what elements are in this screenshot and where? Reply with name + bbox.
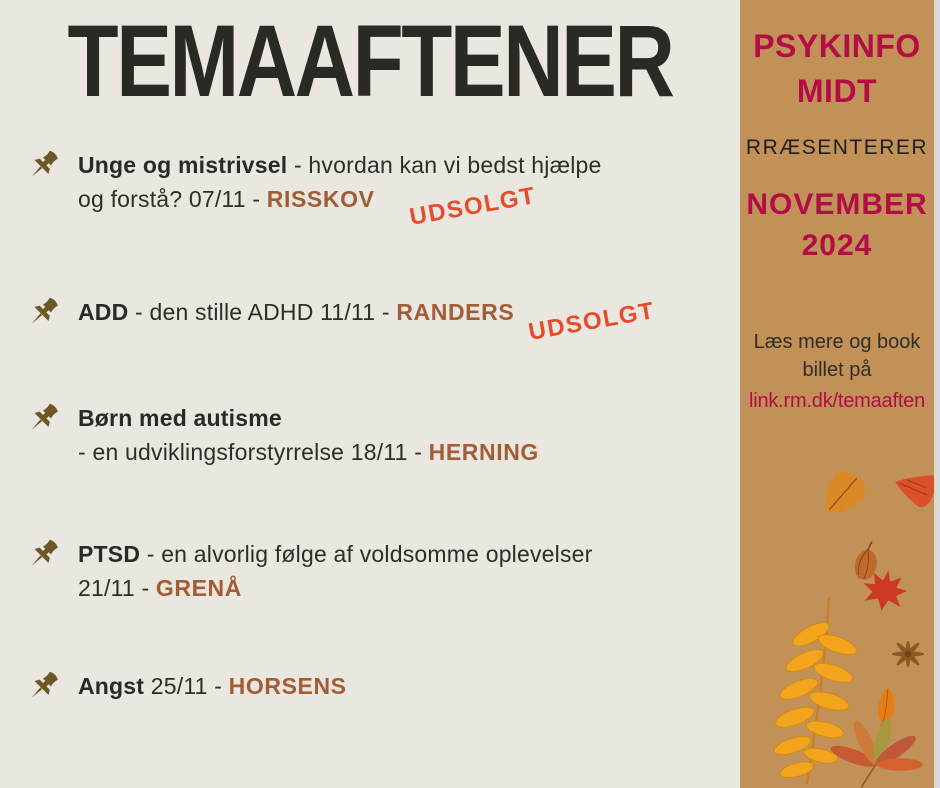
pushpin-icon xyxy=(26,401,62,437)
oak-leaf-icon xyxy=(816,463,879,521)
creeper-leaf-icon xyxy=(830,718,924,788)
red-leaf-icon xyxy=(892,474,934,514)
event-text xyxy=(78,401,539,469)
event-description: - den stille ADHD 11/11 - xyxy=(128,299,397,325)
event-line-2 xyxy=(78,571,593,605)
event-line-1 xyxy=(78,669,347,703)
event-description: - en alvorlig følge af voldsomme oplevelser xyxy=(140,541,593,567)
star-anise-icon xyxy=(889,639,927,671)
month-label xyxy=(740,184,934,266)
event-item-add xyxy=(26,295,658,346)
event-line-2 xyxy=(78,435,539,469)
event-city: GRENÅ xyxy=(155,575,242,601)
event-line-1 xyxy=(78,401,539,435)
pushpin-icon xyxy=(26,669,62,705)
event-line-1 xyxy=(78,148,602,182)
event-title: Unge og mistrivsel xyxy=(78,152,288,178)
maple-leaf-icon xyxy=(856,564,915,616)
event-line-1 xyxy=(78,295,658,346)
event-title: Børn med autisme xyxy=(78,405,282,431)
cta-line-1: Læs mere og book xyxy=(753,331,921,353)
pushpin-icon xyxy=(26,295,62,331)
event-item-boern-med-autisme xyxy=(26,401,539,469)
cta-line-2: billet på xyxy=(802,359,872,381)
pushpin-icon xyxy=(26,148,62,184)
event-text xyxy=(78,537,593,605)
event-text xyxy=(78,148,602,231)
brand-line-1: PSYKINFO xyxy=(753,28,921,64)
brand-line-2: MIDT xyxy=(796,73,878,109)
sold-out-stamp: UDSOLGT xyxy=(526,297,658,346)
event-item-angst xyxy=(26,669,347,705)
booking-link[interactable]: link.rm.dk/temaaften xyxy=(748,390,926,412)
event-title: ADD xyxy=(78,299,129,325)
event-city: HORSENS xyxy=(228,673,347,699)
event-description: - en udviklingsforstyrrelse 18/11 - xyxy=(78,439,429,465)
brand-title xyxy=(740,24,934,114)
pushpin-icon xyxy=(26,537,62,573)
month-line-1: NOVEMBER xyxy=(746,188,928,221)
poster-title: TEMAAFTENER xyxy=(67,4,673,118)
event-item-ptsd xyxy=(26,537,593,605)
event-text xyxy=(78,669,347,703)
sidebar xyxy=(740,0,934,788)
event-description: - hvordan kan vi bedst hjælpe xyxy=(287,152,602,178)
event-line-1 xyxy=(78,537,593,571)
page-edge xyxy=(934,0,940,788)
presents-label: RRÆSENTERER xyxy=(745,136,929,159)
event-city: RISSKOV xyxy=(266,186,375,212)
booking-info xyxy=(740,328,934,415)
event-line-2 xyxy=(78,182,602,231)
event-date: 25/11 - xyxy=(144,673,229,699)
event-city: RANDERS xyxy=(396,299,515,325)
event-title: PTSD xyxy=(78,541,141,567)
event-city: HERNING xyxy=(428,439,539,465)
event-date: 21/11 - xyxy=(78,575,156,601)
sold-out-stamp: UDSOLGT xyxy=(407,182,538,231)
event-text xyxy=(78,295,658,346)
month-line-2: 2024 xyxy=(801,229,873,262)
event-item-unge-og-mistrivsel xyxy=(26,148,602,231)
event-title: Angst xyxy=(78,673,145,699)
event-date: og forstå? 07/11 - xyxy=(78,186,267,212)
